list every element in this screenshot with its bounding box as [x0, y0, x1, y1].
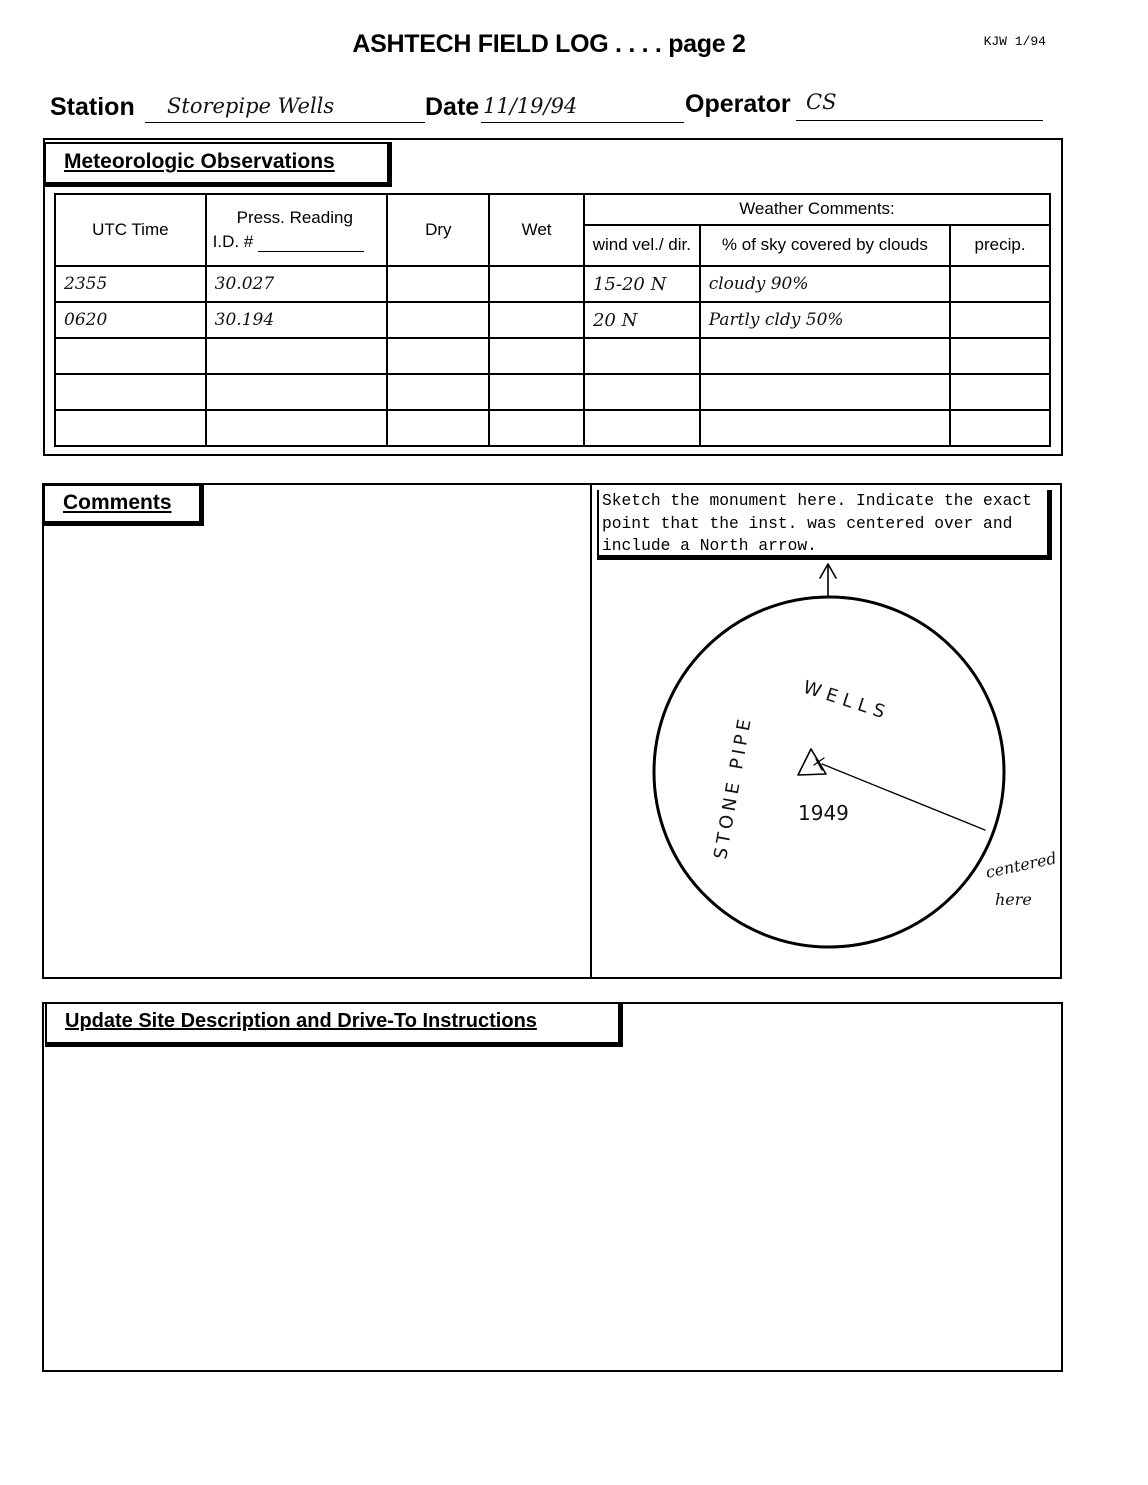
row-utc[interactable]: [55, 338, 206, 374]
row-wet[interactable]: [489, 266, 584, 302]
triangle-mark-icon: [798, 749, 826, 775]
comments-area[interactable]: [48, 530, 584, 970]
row-sky[interactable]: [700, 338, 950, 374]
sketch-labels: [710, 677, 1058, 909]
row-press[interactable]: 30.194: [206, 302, 388, 338]
station-field[interactable]: [145, 92, 425, 123]
table-row: [55, 374, 1050, 410]
row-dry[interactable]: [387, 302, 489, 338]
date-label: Date: [425, 93, 480, 121]
date-field[interactable]: [481, 92, 684, 123]
sketch-arc-left: STONE PIPE: [710, 713, 757, 861]
row-press[interactable]: [206, 410, 388, 446]
row-precip[interactable]: [950, 302, 1050, 338]
col-weather-comments: Weather Comments:: [584, 194, 1050, 225]
row-press[interactable]: 30.027: [206, 266, 388, 302]
row-wet[interactable]: [489, 374, 584, 410]
operator-value: CS: [806, 90, 837, 114]
row-dry[interactable]: [387, 374, 489, 410]
row-wind[interactable]: [584, 338, 700, 374]
sketch-note-centered: centered: [983, 848, 1059, 882]
sketch-note-here: here: [995, 890, 1032, 909]
operator-field[interactable]: [796, 90, 1043, 121]
row-precip[interactable]: [950, 338, 1050, 374]
met-section-title: Meteorologic Observations: [44, 142, 392, 187]
update-title: Update Site Description and Drive-To Instructions: [45, 1002, 623, 1047]
monument-sketch[interactable]: [592, 560, 1060, 976]
station-value: Storepipe Wells: [167, 94, 335, 118]
comments-title: Comments: [43, 484, 204, 526]
row-utc[interactable]: [55, 410, 206, 446]
table-row: [55, 266, 1050, 302]
station-label: Station: [50, 93, 135, 121]
col-dry: Dry: [387, 194, 489, 266]
press-id-field[interactable]: [258, 237, 364, 252]
form-title: ASHTECH FIELD LOG . . . . page 2: [352, 30, 746, 58]
sketch-arc-right: WELLS: [800, 676, 894, 725]
monument-circle: [654, 597, 1004, 947]
operator-label: Operator: [685, 90, 791, 118]
row-precip[interactable]: [950, 374, 1050, 410]
row-wind[interactable]: 15-20 N: [584, 266, 700, 302]
row-wind[interactable]: [584, 374, 700, 410]
col-wet: Wet: [489, 194, 584, 266]
row-dry[interactable]: [387, 338, 489, 374]
row-sky[interactable]: cloudy 90%: [700, 266, 950, 302]
row-press[interactable]: [206, 338, 388, 374]
form-code: KJW 1/94: [983, 34, 1046, 49]
col-sky: % of sky covered by clouds: [700, 225, 950, 266]
col-precip: precip.: [950, 225, 1050, 266]
row-wind[interactable]: [584, 410, 700, 446]
sketch-instruction: Sketch the monument here. Indicate the exact point that the inst. was centered over and include a North arrow.: [597, 490, 1052, 560]
col-press-label: Press. Reading: [236, 208, 353, 227]
table-row: [55, 410, 1050, 446]
row-utc[interactable]: 2355: [55, 266, 206, 302]
update-area[interactable]: [50, 1052, 1056, 1364]
row-sky[interactable]: [700, 374, 950, 410]
row-sky[interactable]: [700, 410, 950, 446]
row-utc[interactable]: 0620: [55, 302, 206, 338]
date-value: 11/19/94: [483, 94, 578, 118]
row-wet[interactable]: [489, 302, 584, 338]
sketch-year: 1949: [798, 801, 849, 825]
table-row: [55, 302, 1050, 338]
col-press-reading: [206, 194, 388, 266]
table-row: [55, 338, 1050, 374]
col-utc-time: UTC Time: [55, 194, 206, 266]
row-wind[interactable]: 20 N: [584, 302, 700, 338]
col-press-id-label: I.D. #: [212, 232, 254, 251]
row-precip[interactable]: [950, 266, 1050, 302]
met-table: [54, 193, 1051, 447]
row-press[interactable]: [206, 374, 388, 410]
row-utc[interactable]: [55, 374, 206, 410]
row-precip[interactable]: [950, 410, 1050, 446]
north-arrow-icon: [820, 564, 836, 596]
row-dry[interactable]: [387, 266, 489, 302]
row-wet[interactable]: [489, 410, 584, 446]
row-wet[interactable]: [489, 338, 584, 374]
col-wind: wind vel./ dir.: [584, 225, 700, 266]
row-sky[interactable]: Partly cldy 50%: [700, 302, 950, 338]
row-dry[interactable]: [387, 410, 489, 446]
